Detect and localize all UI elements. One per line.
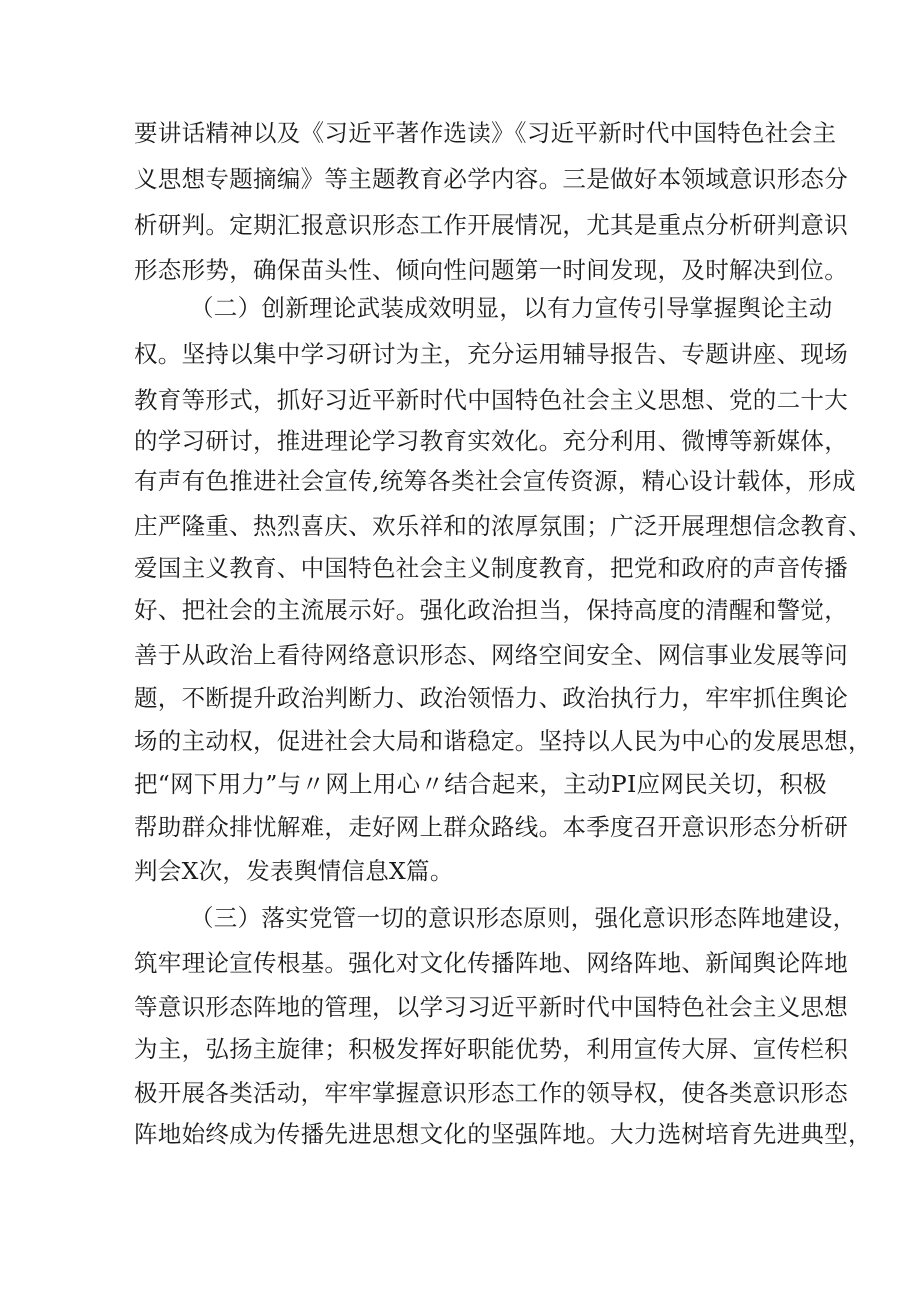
text-line: 极开展各类活动，牢牢掌握意识形态工作的领导权，使各类意识形态 — [134, 1079, 848, 1107]
text-line: 爱国主义教育、中国特色社会主义制度教育，把党和政府的声音传播 — [134, 554, 848, 582]
text-line: 要讲话精神以及《习近平著作选读》《习近平新时代中国特色社会主 — [134, 119, 837, 147]
paragraph-heading: （三）落实党管一切的意识形态原则，强化意识形态阵地建设， — [190, 904, 857, 932]
text-line: 庄严隆重、热烈喜庆、欢乐祥和的浓厚氛围；广泛开展理想信念教育、 — [134, 512, 872, 540]
text-line: 阵地始终成为传播先进思想文化的坚强阵地。大力选树培育先进典型， — [134, 1120, 872, 1148]
text-line: 判会X次，发表舆情信息X篇。 — [134, 857, 454, 885]
text-line: 筑牢理论宣传根基。强化对文化传播阵地、网络阵地、新闻舆论阵地 — [134, 949, 848, 977]
text-line: 为主，弘扬主旋律；积极发挥好职能优势，利用宣传大屏、宣传栏积 — [134, 1035, 848, 1063]
paragraph-heading: （二）创新理论武装成效明显，以有力宣传引导掌握舆论主动 — [190, 294, 833, 322]
text-line: 教育等形式，抓好习近平新时代中国特色社会主义思想、党的二十大 — [134, 386, 848, 414]
text-line: 把“网下用力”与〃网上用心〃结合起来，主动PI应网民关切，积极 — [134, 770, 827, 798]
text-line: 有声有色推进社会宣传,统筹各类社会宣传资源，精心设计载体，形成 — [134, 467, 856, 495]
text-line: 的学习研讨，推进理论学习教育实效化。充分利用、微博等新媒体， — [134, 427, 848, 455]
text-line: 形态形势，确保苗头性、倾向性问题第一时间发现，及时解决到位。 — [134, 256, 848, 284]
text-line: 好、把社会的主流展示好。强化政治担当，保持高度的清醒和警觉， — [134, 596, 848, 624]
text-line: 等意识形态阵地的管理，以学习习近平新时代中国特色社会主义思想 — [134, 993, 848, 1021]
text-line: 权。坚持以集中学习研讨为主，充分运用辅导报告、专题讲座、现场 — [134, 340, 848, 368]
text-line: 善于从政治上看待网络意识形态、网络空间安全、网信事业发展等问 — [134, 641, 848, 669]
text-line: 义思想专题摘编》等主题教育必学内容。三是做好本领域意识形态分 — [134, 165, 848, 193]
text-line: 析研判。定期汇报意识形态工作开展情况，尤其是重点分析研判意识 — [134, 211, 848, 239]
text-line: 场的主动权，促进社会大局和谐稳定。坚持以人民为中心的发展思想， — [134, 727, 872, 755]
text-line: 题，不断提升政治判断力、政治领悟力、政治执行力，牢牢抓住舆论 — [134, 684, 848, 712]
text-line: 帮助群众排忧解难，走好网上群众路线。本季度召开意识形态分析研 — [134, 813, 848, 841]
